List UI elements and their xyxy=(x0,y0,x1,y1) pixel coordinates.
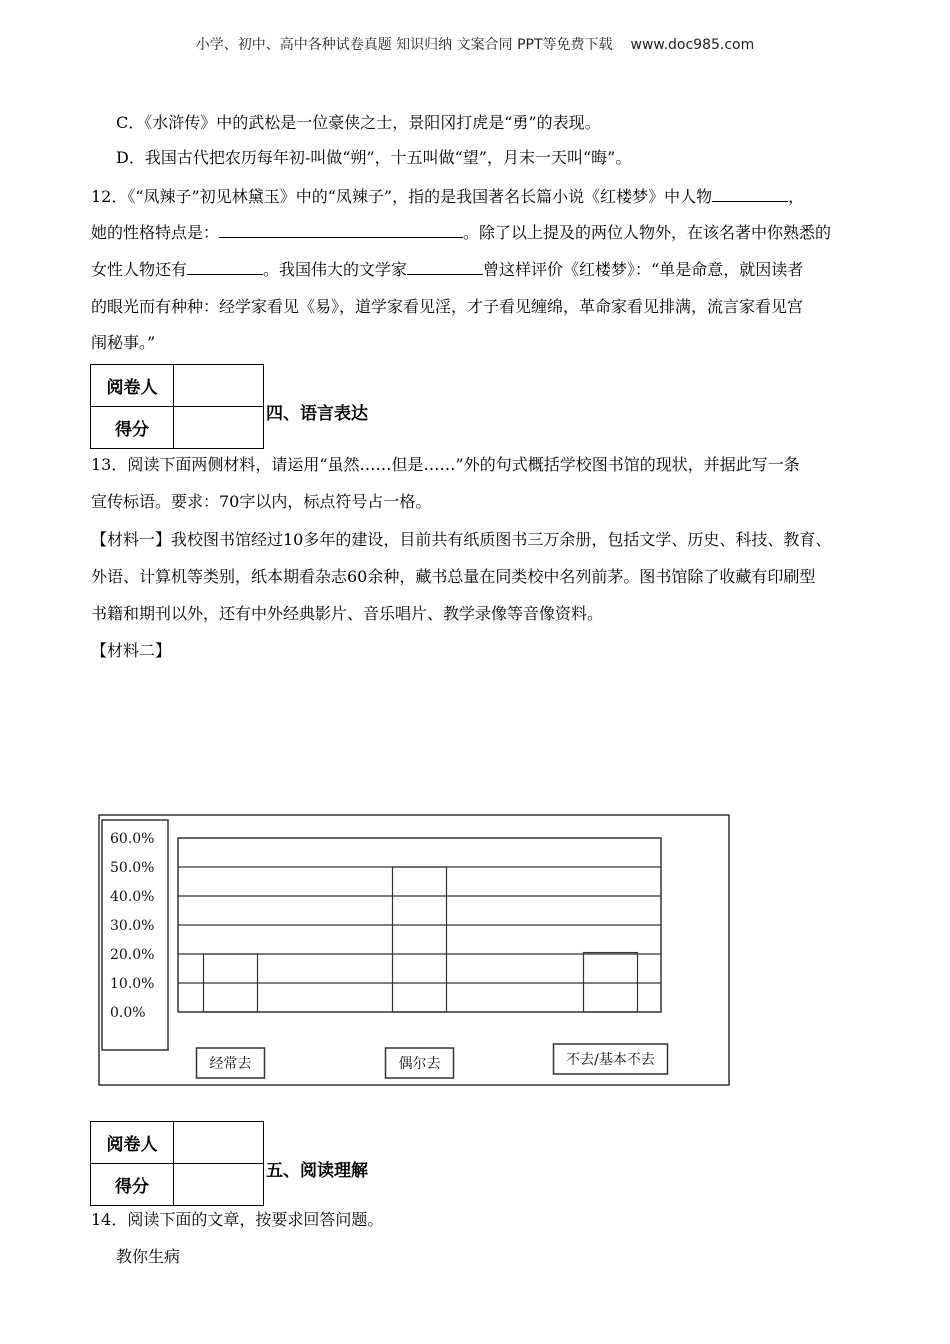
reviewer-label: 阅卷人 xyxy=(91,365,174,407)
score-table-1 xyxy=(90,364,264,449)
q12-line3 xyxy=(91,260,803,280)
y-tick-label: 10.0% xyxy=(110,976,155,992)
answer-blank-character[interactable] xyxy=(712,187,788,202)
q12-line4: 的眼光而有种种：经学家看见《易》，道学家看见淫，才子看见缠绵，革命家看见排满，流言家看见宫 xyxy=(91,297,804,316)
q12-line1 xyxy=(91,187,804,207)
library-visit-chart xyxy=(98,814,730,1094)
section4-title: 四、语言表达 xyxy=(266,404,368,424)
q12-text-1: 12．《“凤辣子”初见林黛玉》中的“凤辣子”，指的是我国著名长篇小说《红楼梦》中人物 xyxy=(91,187,713,206)
q12-text-3b: 。我国伟大的文学家 xyxy=(263,260,408,279)
header-text: 小学、初中、高中各种试卷真题 知识归纳 文案合同 PPT等免费下载 xyxy=(195,37,613,53)
category-label: 经常去 xyxy=(209,1056,252,1072)
score-label: 得分 xyxy=(91,407,174,449)
reviewer-cell[interactable] xyxy=(174,365,264,407)
score-label-2: 得分 xyxy=(91,1164,174,1206)
q14-line1: 14．阅读下面的文章，按要求回答问题。 xyxy=(91,1210,384,1229)
material1-line2: 外语、计算机等类别，纸本期看杂志60余种，藏书总量在同类校中名列前茅。图书馆除了收藏有印刷型 xyxy=(91,567,816,586)
y-tick-label: 40.0% xyxy=(110,889,155,905)
q13-line2: 宣传标语。要求：70字以内，标点符号占一格。 xyxy=(91,492,432,511)
answer-blank-traits[interactable] xyxy=(219,223,463,238)
article-title: 教你生病 xyxy=(116,1247,181,1266)
q12-line2 xyxy=(91,223,831,243)
q12-text-2a: 她的性格特点是： xyxy=(91,223,220,242)
y-tick-label: 0.0% xyxy=(110,1005,146,1021)
q12-text-1-end: ， xyxy=(788,187,805,206)
option-c: C．《水浒传》中的武松是一位豪侠之士，景阳冈打虎是“勇”的表现。 xyxy=(116,113,601,132)
chart-svg xyxy=(98,814,730,1094)
y-tick-label: 50.0% xyxy=(110,860,155,876)
reviewer-cell-2[interactable] xyxy=(174,1122,264,1164)
material1-line3: 书籍和期刊以外，还有中外经典影片、音乐唱片、教学录像等音像资料。 xyxy=(91,604,604,623)
y-tick-label: 30.0% xyxy=(110,918,155,934)
q12-text-3a: 女性人物还有 xyxy=(91,260,188,279)
answer-blank-writer[interactable] xyxy=(407,260,483,275)
y-tick-label: 20.0% xyxy=(110,947,155,963)
material2-label: 【材料二】 xyxy=(91,641,172,660)
option-d: D．我国古代把农历每年初-叫做“朔”，十五叫做“望”，月末一天叫“晦”。 xyxy=(116,148,632,167)
score-cell-2[interactable] xyxy=(174,1164,264,1206)
answer-blank-female[interactable] xyxy=(187,260,263,275)
score-table-2 xyxy=(90,1121,264,1206)
q12-text-3c: 曾这样评价《红楼梦》：“单是命意，就因读者 xyxy=(483,260,804,279)
q13-line1: 13．阅读下面两侧材料，请运用“虽然……但是……”外的句式概括学校图书馆的现状，并据此写一条 xyxy=(91,455,800,474)
page-header xyxy=(0,34,950,54)
q12-line5: 闱秘事。” xyxy=(91,333,156,352)
section5-title: 五、阅读理解 xyxy=(266,1161,368,1181)
category-label: 不去/基本不去 xyxy=(566,1052,655,1068)
material1-line1: 【材料一】我校图书馆经过10多年的建设，目前共有纸质图书三万余册，包括文学、历史、科技、教育、 xyxy=(91,530,832,549)
score-cell[interactable] xyxy=(174,407,264,449)
y-tick-label: 60.0% xyxy=(110,831,155,847)
reviewer-label-2: 阅卷人 xyxy=(91,1122,174,1164)
category-label: 偶尔去 xyxy=(398,1056,441,1072)
header-url[interactable]: www.doc985.com xyxy=(630,37,755,53)
q12-text-2b: 。除了以上提及的两位人物外，在该名著中你熟悉的 xyxy=(463,223,832,242)
